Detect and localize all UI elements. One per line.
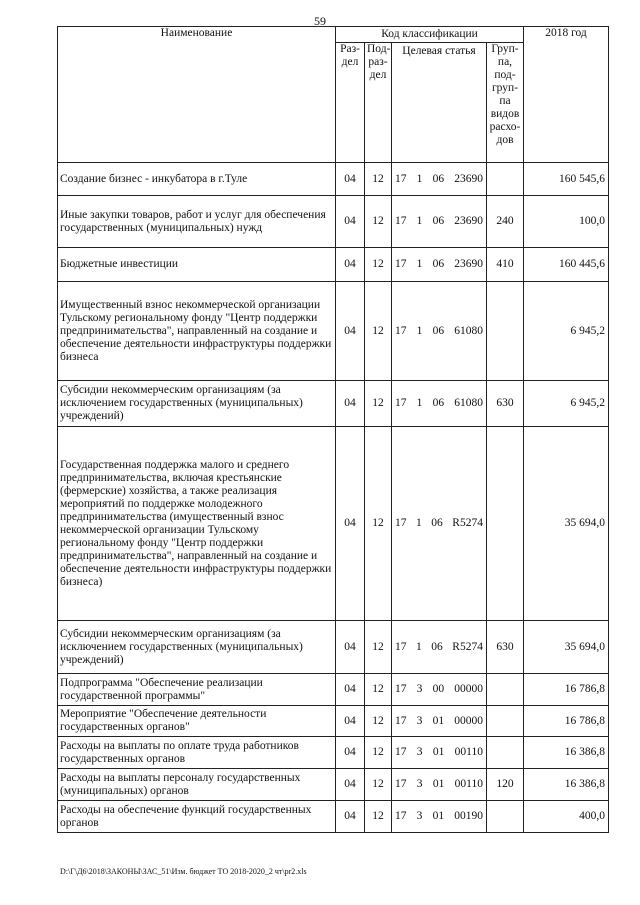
table-row	[58, 674, 609, 706]
row-target-article	[392, 706, 487, 737]
row-sum-2018: 35 694,0	[524, 621, 609, 674]
target-article-part: 1	[416, 258, 423, 270]
row-podrazdel: 12	[365, 427, 392, 621]
row-razdel: 04	[336, 621, 365, 674]
row-expense-group	[487, 163, 524, 196]
row-razdel: 04	[336, 163, 365, 196]
row-target-article	[392, 248, 487, 282]
row-podrazdel: 12	[365, 769, 392, 801]
row-expense-group	[487, 737, 524, 769]
row-sum-2018: 16 786,8	[524, 674, 609, 706]
target-article-part: 1	[416, 215, 423, 227]
page-number: 59	[314, 14, 326, 28]
row-podrazdel: 12	[365, 282, 392, 381]
row-name: Расходы на выплаты персоналу государственных (муниципальных) органов	[58, 769, 336, 801]
header-name: Наименование	[58, 27, 336, 163]
row-name: Подпрограмма "Обеспечение реализации государственной программы"	[58, 674, 336, 706]
target-article-part: 17	[395, 640, 407, 653]
row-razdel: 04	[336, 801, 365, 833]
target-article-part: 17	[395, 810, 407, 822]
header-classification-code: Код классификации	[336, 27, 524, 43]
target-article-part: 3	[416, 683, 423, 695]
table-row	[58, 196, 609, 248]
target-article-part: 17	[395, 215, 407, 227]
row-sum-2018: 160 445,6	[524, 248, 609, 282]
budget-table	[57, 26, 609, 833]
row-expense-group	[487, 706, 524, 737]
target-article-part: 3	[416, 778, 423, 790]
row-target-article	[392, 737, 487, 769]
row-target-article	[392, 801, 487, 833]
target-article-part: 23690	[454, 172, 483, 185]
row-expense-group	[487, 282, 524, 381]
target-article-part: 17	[395, 397, 407, 409]
target-article-part: 1	[416, 172, 423, 185]
row-name: Бюджетные инвестиции	[58, 248, 336, 282]
row-podrazdel: 12	[365, 737, 392, 769]
row-name: Создание бизнес - инкубатора в г.Туле	[58, 163, 336, 196]
target-article-part: 06	[432, 324, 445, 337]
row-target-article	[392, 381, 487, 427]
row-target-article	[392, 674, 487, 706]
row-target-article	[392, 196, 487, 248]
target-article-part: R5274	[452, 640, 483, 653]
row-target-article	[392, 621, 487, 674]
target-article-part: 17	[395, 258, 407, 270]
target-article-part: 01	[432, 810, 445, 822]
target-article-part: 3	[416, 714, 423, 727]
row-sum-2018: 35 694,0	[524, 427, 609, 621]
row-podrazdel: 12	[365, 381, 392, 427]
table-row	[58, 381, 609, 427]
row-sum-2018: 16 786,8	[524, 706, 609, 737]
target-article-part: 06	[432, 258, 445, 270]
table-row	[58, 248, 609, 282]
row-razdel: 04	[336, 769, 365, 801]
table-row	[58, 769, 609, 801]
row-razdel: 04	[336, 248, 365, 282]
target-article-part: 17	[395, 714, 407, 727]
row-podrazdel: 12	[365, 674, 392, 706]
target-article-part: 17	[395, 746, 407, 758]
row-sum-2018: 160 545,6	[524, 163, 609, 196]
target-article-part: 01	[432, 746, 445, 758]
table-row	[58, 427, 609, 621]
target-article-part: 06	[431, 517, 443, 529]
row-expense-group	[487, 674, 524, 706]
target-article-part: 1	[416, 397, 423, 409]
row-razdel: 04	[336, 282, 365, 381]
row-razdel: 04	[336, 706, 365, 737]
header-podrazdel: Под- раз- дел	[365, 43, 392, 163]
header-razdel: Раз- дел	[336, 43, 365, 163]
row-podrazdel: 12	[365, 248, 392, 282]
target-article-part: 00110	[454, 746, 483, 758]
target-article-part: 23690	[454, 258, 483, 270]
table-row	[58, 801, 609, 833]
row-podrazdel: 12	[365, 621, 392, 674]
target-article-part: 00190	[454, 810, 483, 822]
row-razdel: 04	[336, 381, 365, 427]
target-article-part: 00000	[454, 714, 483, 727]
row-expense-group: 410	[487, 248, 524, 282]
row-expense-group	[487, 801, 524, 833]
file-path-footer: D:\Г\Д6\2018\ЗАКОНЫ\ЗАС_51\Изм. бюджет ТО 2018-2020_2 чт\pr2.xls	[60, 867, 307, 876]
target-article-part: 01	[432, 714, 445, 727]
row-name: Субсидии некоммерческим организациям (за исключением государственных (муниципальных) учреждений)	[58, 621, 336, 674]
target-article-part: 1	[416, 324, 423, 337]
row-razdel: 04	[336, 674, 365, 706]
row-razdel: 04	[336, 196, 365, 248]
target-article-part: 23690	[454, 215, 483, 227]
row-podrazdel: 12	[365, 163, 392, 196]
table-row	[58, 706, 609, 737]
table-body	[58, 163, 609, 833]
row-razdel: 04	[336, 427, 365, 621]
row-expense-group: 630	[487, 621, 524, 674]
table-row	[58, 282, 609, 381]
table-row	[58, 621, 609, 674]
row-sum-2018: 16 386,8	[524, 769, 609, 801]
header-expense-group: Груп- па, под- груп- па видов расхо- дов	[487, 43, 524, 163]
target-article-part: 17	[395, 172, 407, 185]
target-article-part: 61080	[454, 397, 483, 409]
target-article-part: 06	[432, 172, 445, 185]
row-expense-group: 120	[487, 769, 524, 801]
target-article-part: R5274	[452, 517, 483, 529]
target-article-part: 17	[395, 324, 407, 337]
target-article-part: 17	[395, 517, 407, 529]
row-sum-2018: 6 945,2	[524, 282, 609, 381]
row-sum-2018: 100,0	[524, 196, 609, 248]
row-name: Имущественный взнос некоммерческой организации Тульскому региональному фонду "Центр поддержки предпринимательства", направленный на создание и обеспечение деятельности инфраструктуры поддержки бизнеса	[58, 282, 336, 381]
target-article-part: 06	[432, 397, 445, 409]
header-target-article: Целевая статья	[392, 43, 487, 163]
target-article-part: 06	[431, 640, 443, 653]
header-year: 2018 год	[524, 27, 609, 163]
target-article-part: 00	[432, 683, 445, 695]
row-expense-group: 630	[487, 381, 524, 427]
row-razdel: 04	[336, 737, 365, 769]
row-podrazdel: 12	[365, 801, 392, 833]
target-article-part: 1	[416, 517, 422, 529]
target-article-part: 00110	[454, 778, 483, 790]
target-article-part: 1	[416, 640, 422, 653]
row-podrazdel: 12	[365, 706, 392, 737]
table-row	[58, 737, 609, 769]
target-article-part: 3	[416, 746, 423, 758]
target-article-part: 17	[395, 683, 407, 695]
row-name: Расходы на выплаты по оплате труда работников государственных органов	[58, 737, 336, 769]
row-target-article	[392, 163, 487, 196]
row-expense-group	[487, 427, 524, 621]
row-target-article	[392, 427, 487, 621]
row-target-article	[392, 769, 487, 801]
target-article-part: 61080	[454, 324, 483, 337]
target-article-part: 17	[395, 778, 407, 790]
row-sum-2018: 16 386,8	[524, 737, 609, 769]
row-name: Мероприятие "Обеспечение деятельности государственных органов"	[58, 706, 336, 737]
row-expense-group: 240	[487, 196, 524, 248]
row-name: Расходы на обеспечение функций государственных органов	[58, 801, 336, 833]
target-article-part: 06	[432, 215, 445, 227]
row-name: Государственная поддержка малого и среднего предпринимательства, включая крестьянские (фермерские) хозяйства, а также реализация мероприятий по поддержке молодежного предпринимательства (имущественный взнос некоммерческой организации Тульскому региональному фонду "Центр поддержки предпринимательства", направленный на создание и обеспечение деятельности инфраструктуры поддержки бизнеса)	[58, 427, 336, 621]
row-target-article	[392, 282, 487, 381]
row-sum-2018: 400,0	[524, 801, 609, 833]
table-row	[58, 163, 609, 196]
row-name: Иные закупки товаров, работ и услуг для обеспечения государственных (муниципальных) нужд	[58, 196, 336, 248]
row-sum-2018: 6 945,2	[524, 381, 609, 427]
row-name: Субсидии некоммерческим организациям (за исключением государственных (муниципальных) учреждений)	[58, 381, 336, 427]
target-article-part: 01	[432, 778, 445, 790]
row-podrazdel: 12	[365, 196, 392, 248]
target-article-part: 3	[416, 810, 423, 822]
target-article-part: 00000	[454, 683, 483, 695]
